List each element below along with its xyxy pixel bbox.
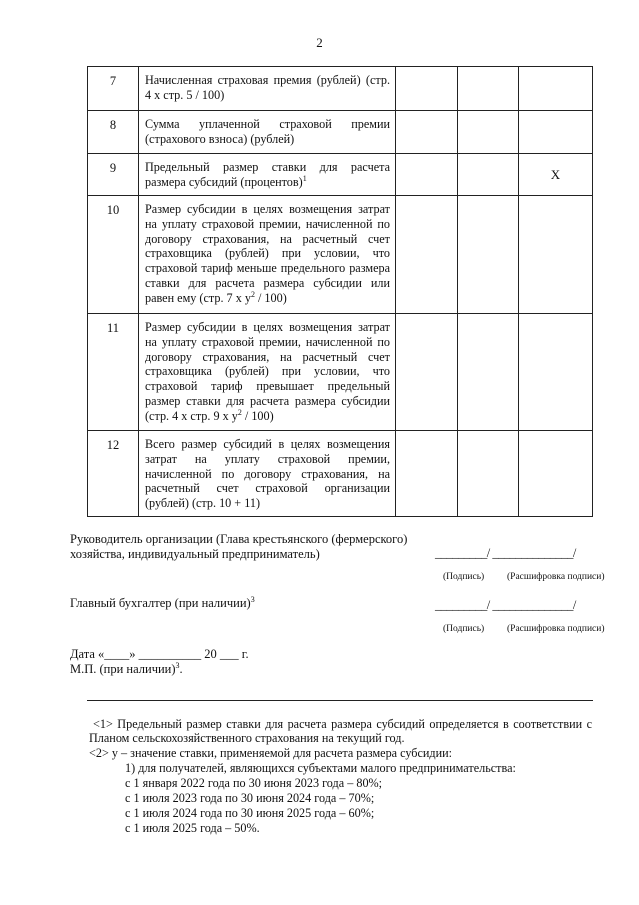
footnote-item: 1) для получателей, являющихся субъектами малого предпринимательства: [125,761,516,775]
head-signature-line: _________/ ______________/ [435,546,576,560]
row-description: Начисленная страховая премия (рублей) (стр. 4 х стр. 5 / 100) [139,67,396,111]
value-cell [458,67,519,111]
signature-decoding-caption: (Расшифровка подписи) [507,572,605,582]
table-row [88,111,593,154]
value-cell [519,314,593,431]
accountant-signature-line: _________/ ______________/ [435,598,576,612]
footnote-ref: 3 [175,661,180,670]
value-cell [396,431,458,517]
value-cell [458,314,519,431]
date-line: Дата «____» __________ 20 ___ г. [70,647,249,661]
table-row [88,431,593,517]
footnote-1: <1> Предельный размер ставки для расчета размера субсидий определяется в соответствии с Планом сельскохозяйственного страхования на текущий год. [89,717,592,745]
footnote-separator [87,700,593,701]
value-cell [458,431,519,517]
row-description: Всего размер субсидий в целях возмещения затрат на уплату страховой премии, начисленной по договору страхования, на расчетный счет страховой организации (рублей) (стр. 10 + 11) [139,431,396,517]
footnote-ref: 1 [302,173,307,183]
stamp-line: М.П. (при наличии)$^3$. [70,661,183,676]
footnote-ref: 3 [250,595,255,604]
page-number: 2 [316,35,323,50]
table-row [88,314,593,431]
row-description: Размер субсидии в целях возмещения затрат на уплату страховой премии, начисленной по договору страхования, на расчетный счет страховщика (рублей) при условии, что страховой тариф меньше предельного размера ставки для расчета размера субсидии или равен ему (стр. 7 х $у^2 / 100$) [139,196,396,314]
value-cell [519,431,593,517]
value-cell [458,154,519,196]
row-number: 11 [88,314,139,431]
footnote-item: с 1 января 2022 года по 30 июня 2023 года – 80%; [125,776,383,790]
value-cell [396,154,458,196]
signature-caption: (Подпись) [443,572,485,582]
table-row [88,196,593,314]
footnote-ref: 2 [250,289,255,299]
table-row [88,67,593,111]
signature-caption: (Подпись) [443,624,485,634]
row-number: 8 [88,111,139,154]
value-cell [396,111,458,154]
footnote-item: с 1 июля 2023 года по 30 июня 2024 года – 70%; [125,791,375,805]
value-cell [396,196,458,314]
row-number: 9 [88,154,139,196]
row-number: 10 [88,196,139,314]
row-number: 7 [88,67,139,111]
value-cell [396,314,458,431]
value-cell [396,67,458,111]
footnote-ref: 2 [237,407,242,417]
footnote-item: с 1 июля 2024 года по 30 июня 2025 года – 60%; [125,806,375,820]
not-applicable-mark: Х [519,154,593,196]
row-description: Предельный размер ставки для расчета размера субсидий (процентов)$^1$ [139,154,396,196]
row-description: Размер субсидии в целях возмещения затрат на уплату страховой премии, начисленной по договору страхования, на расчетный счет страховщика (рублей) при условии, что страховой тариф превышает предельный размер ставки для расчета размера субсидии (стр. 4 х стр. 9 х $у^2 / 100$) [139,314,396,431]
value-cell [519,196,593,314]
footnote-item: с 1 июля 2025 года – 50%. [125,821,260,835]
row-description: Сумма уплаченной страховой премии (страхового взноса) (рублей) [139,111,396,154]
signature-decoding-caption: (Расшифровка подписи) [507,624,605,634]
row-number: 12 [88,431,139,517]
value-cell [519,67,593,111]
value-cell [458,196,519,314]
accountant-label: Главный бухгалтер (при наличии)$^3$ [70,595,255,610]
value-cell [458,111,519,154]
value-cell [519,111,593,154]
head-signatory-label: Руководитель организации (Глава крестьянского (фермерского) хозяйства, индивидуальный предприниматель) [70,532,408,561]
footnote-2: <2> у – значение ставки, применяемой для расчета размера субсидии: [89,746,453,760]
table-row [88,154,593,196]
subsidy-calculation-table [87,66,593,517]
